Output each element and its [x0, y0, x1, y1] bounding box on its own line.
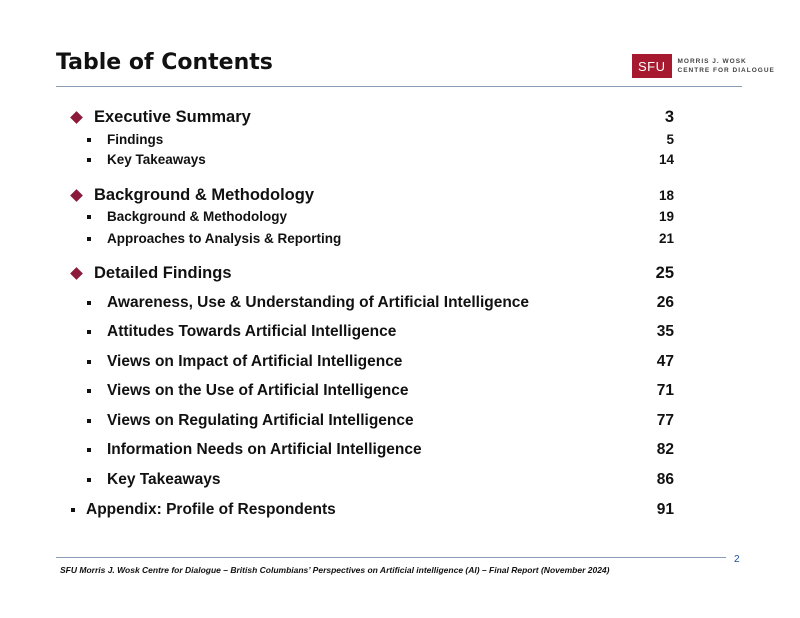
square-bullet-icon — [87, 301, 91, 305]
toc-label: Information Needs on Artificial Intelligence — [107, 441, 422, 458]
toc-label: Key Takeaways — [107, 471, 221, 488]
diamond-bullet-icon — [70, 267, 83, 280]
toc-page: 19 — [658, 209, 674, 224]
toc-page: 14 — [658, 152, 674, 167]
toc-page: 25 — [655, 264, 674, 282]
toc-label: Detailed Findings — [94, 264, 232, 282]
square-bullet-icon — [87, 478, 91, 482]
page-title: Table of Contents — [56, 50, 273, 75]
header-divider — [56, 86, 742, 87]
toc-page: 47 — [656, 353, 674, 370]
toc-label: Views on Regulating Artificial Intelligence — [107, 412, 414, 429]
toc-label: Key Takeaways — [107, 152, 206, 167]
square-bullet-icon — [87, 158, 91, 162]
toc-label: Findings — [107, 132, 164, 147]
toc-label: Appendix: Profile of Respondents — [86, 501, 336, 518]
square-bullet-icon — [87, 237, 91, 241]
toc-page: 18 — [658, 188, 674, 203]
logo-mark: SFU — [632, 54, 672, 78]
toc-label: Background & Methodology — [107, 209, 287, 224]
toc-label: Approaches to Analysis & Reporting — [107, 231, 342, 246]
toc-page: 26 — [656, 294, 674, 311]
square-bullet-icon — [87, 330, 91, 334]
logo-wordmark — [678, 57, 775, 75]
square-bullet-icon — [87, 138, 91, 142]
toc-page: 21 — [658, 231, 674, 246]
toc-page: 3 — [664, 108, 674, 126]
square-bullet-icon — [87, 448, 91, 452]
toc-label: Executive Summary — [94, 108, 251, 126]
square-bullet-icon — [87, 215, 91, 219]
square-bullet-icon — [87, 389, 91, 393]
diamond-bullet-icon — [70, 111, 83, 124]
toc-page: 77 — [656, 412, 674, 429]
logo-line-1: MORRIS J. WOSK — [677, 58, 747, 65]
toc-page: 35 — [656, 323, 674, 340]
page-number: 2 — [734, 554, 740, 565]
toc-page: 5 — [666, 132, 674, 147]
diamond-bullet-icon — [70, 189, 83, 202]
toc-page: 86 — [656, 471, 674, 488]
toc-label: Views on Impact of Artificial Intelligence — [107, 353, 403, 370]
toc-page: 82 — [656, 441, 674, 458]
logo-line-2: CENTRE FOR DIALOGUE — [677, 67, 775, 74]
square-bullet-icon — [71, 508, 75, 512]
toc-page: 71 — [656, 382, 674, 399]
toc-label: Views on the Use of Artificial Intelligence — [107, 382, 409, 399]
toc-label: Attitudes Towards Artificial Intelligence — [107, 323, 397, 340]
footer-divider — [56, 557, 726, 558]
square-bullet-icon — [87, 360, 91, 364]
toc-label: Awareness, Use & Understanding of Artificial Intelligence — [107, 294, 530, 311]
square-bullet-icon — [87, 419, 91, 423]
footer-text: SFU Morris J. Wosk Centre for Dialogue – British Columbians’ Perspectives on Artificial intelligence (AI) – Final Report (November 2024) — [60, 565, 610, 575]
toc-page: 91 — [656, 501, 674, 518]
toc-label: Background & Methodology — [94, 186, 314, 204]
sfu-logo — [632, 54, 775, 78]
